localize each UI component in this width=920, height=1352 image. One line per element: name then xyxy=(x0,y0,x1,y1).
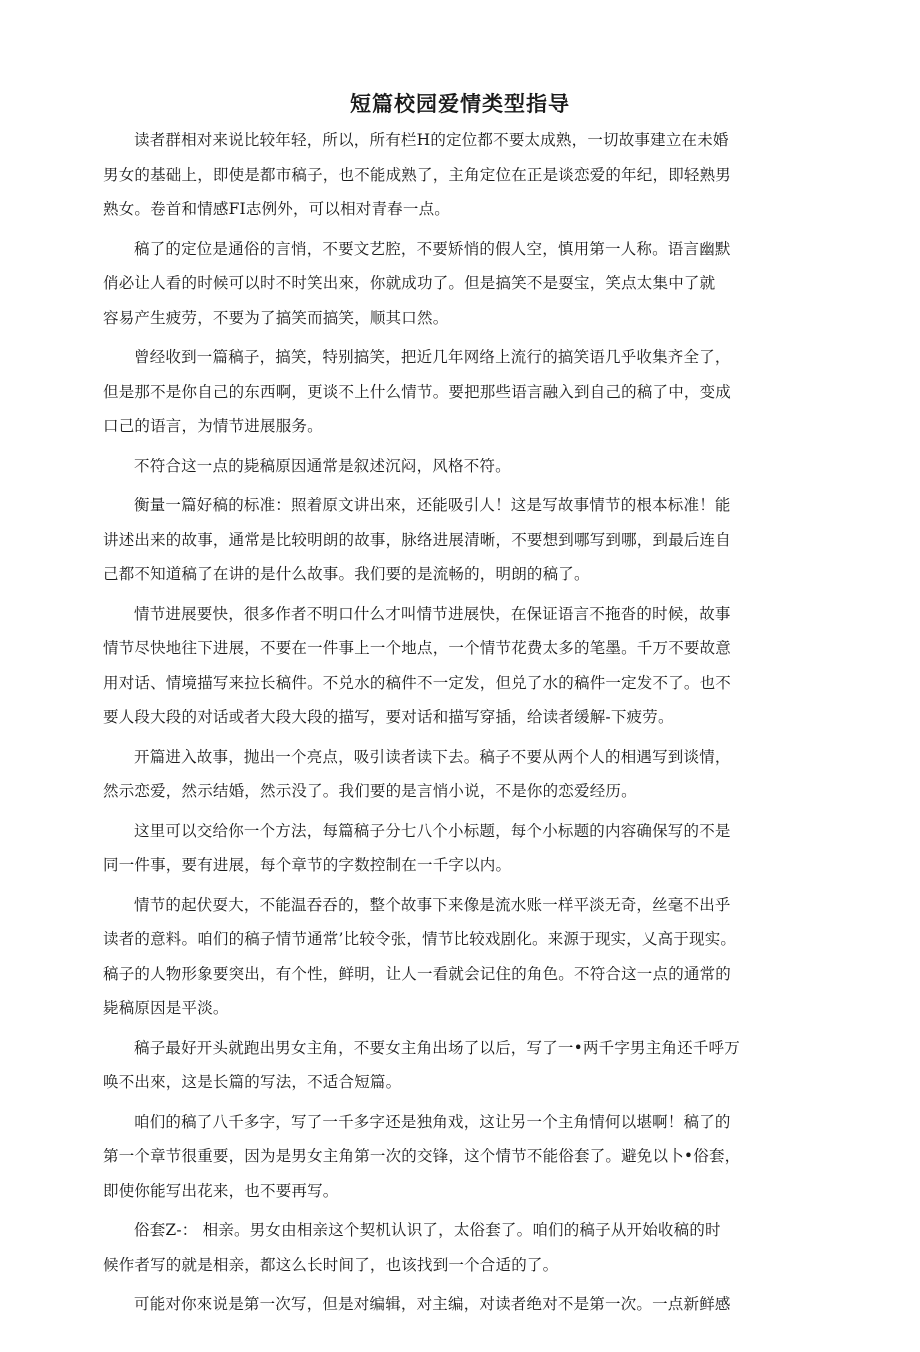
paragraph-line: 咱们的稿了八千多字，写了一千多字还是独角戏，这让另一个主角情何以堪啊！稿了的 xyxy=(134,1112,731,1131)
paragraph xyxy=(103,740,793,809)
paragraph xyxy=(103,597,793,735)
paragraph-line: 候作者写的就是相亲，都这么长时间了，也该找到一个合适的了。 xyxy=(103,1255,559,1274)
paragraph-line: 第一个章节很重要，因为是男女主角第一次的交锋，这个情节不能俗套了。避免以卜•俗套， xyxy=(103,1147,741,1165)
paragraph xyxy=(103,232,793,336)
paragraph-line: 读者群相对来说比较年轻，所以，所有栏H的定位都不要太成熟，一切故事建立在未婚 xyxy=(134,131,729,149)
paragraph-line: 但是那不是你自己的东西啊，更谈不上什么情节。要把那些语言融入到自己的稿了中，变成 xyxy=(103,382,732,401)
paragraph-line: 即使你能写出花来，也不要再写。 xyxy=(103,1181,339,1200)
paragraph-line: 稿子的人物形象要突出，有个性，鲜明，让人一看就会记住的角色。不符合这一点的通常的 xyxy=(103,964,732,983)
paragraph-line: 稿子最好开头就跑出男女主角，不要女主角出场了以后，写了一•两千字男主角还千呼万 xyxy=(134,1038,740,1057)
paragraph-line: 不符合这一点的毙稿原因通常是叙述沉闷，风格不符。 xyxy=(134,456,511,475)
paragraph-line: 情节尽快地往下进展，不要在一件事上一个地点，一个情节花费太多的笔墨。千万不要故意 xyxy=(103,639,732,657)
paragraph-line: 这里可以交给你一个方法，每篇稿子分七八个小标题，每个小标题的内容确保写的不是 xyxy=(134,821,731,840)
paragraph-line: 俏必让人看的时候可以时不时笑出來，你就成功了。但是搞笑不是耍宝，笑点太集中了就 xyxy=(103,274,716,292)
paragraph-line: 唤不出來，这是长篇的写法，不适合短篇。 xyxy=(103,1073,402,1091)
paragraph-line: 男女的基础上，即使是都市稿子，也不能成熟了，主角定位在正是谈恋爱的年纪，即轻熟男 xyxy=(103,165,732,184)
paragraph-line: 用对话、情境描写来拉长稿件。不兑水的稿件不一定发，但兑了水的稿件一定发不了。也不 xyxy=(103,673,732,692)
paragraph xyxy=(103,1031,793,1100)
paragraph-line: 情节进展要快，很多作者不明口什么才叫情节进展快，在保证语言不拖沓的时候，故事 xyxy=(134,604,731,623)
paragraph-line: 熟女。卷首和情感FI志例外，可以相对青春一点。 xyxy=(103,200,450,218)
document-body xyxy=(103,123,793,1327)
paragraph xyxy=(103,814,793,883)
paragraph-line: 容易产生疲劳，不要为了搞笑而搞笑，顺其口然。 xyxy=(103,308,449,327)
document-title: 短篇校园爱情类型指导 xyxy=(350,92,570,116)
paragraph-line: 开篇进入故事，抛出一个亮点，吸引读者读下去。稿子不要从两个人的相遇写到谈情， xyxy=(134,747,731,766)
paragraph xyxy=(103,123,793,227)
paragraph xyxy=(103,340,793,444)
paragraph-line: 读者的意料。咱们的稿子情节通常’比较令张，情节比较戏剧化。来源于现实，乂高于现实。 xyxy=(103,930,737,948)
paragraph xyxy=(103,449,793,484)
paragraph-line: 要人段大段的对话或者大段大段的描写，要对话和描写穿插，给读者缓解-下疲劳。 xyxy=(103,708,674,726)
paragraph xyxy=(103,1213,793,1282)
paragraph-line: 稿了的定位是通俗的言悄，不要文艺腔，不要矫悄的假人空，慎用第一人称。语言幽默 xyxy=(134,239,731,258)
paragraph-line: 毙稿原因是平淡。 xyxy=(103,999,229,1017)
paragraph-line: 然示恋爱，然示结婚，然示没了。我们要的是言悄小说，不是你的恋爱经历。 xyxy=(103,782,637,800)
paragraph-line: 俗套Z-： 相亲。男女由相亲这个契机认识了，太俗套了。咱们的稿子从开始收稿的时 xyxy=(134,1221,721,1239)
paragraph-line: 曾经收到一篇稿子，搞笑，特别搞笑，把近几年网络上流行的搞笑语几乎收集齐全了， xyxy=(134,348,731,366)
paragraph-line: 情节的起伏耍大，不能温吞吞的，整个故事下来像是流水账一样平淡无奇，丝毫不出乎 xyxy=(134,895,731,914)
paragraph xyxy=(103,488,793,592)
paragraph-line: 衡量一篇好稿的标准：照着原文讲出來，还能吸引人！这是写故事情节的根本标准！能 xyxy=(134,496,731,514)
paragraph xyxy=(103,1105,793,1209)
paragraph xyxy=(103,1287,793,1322)
paragraph-line: 可能对你來说是第一次写，但是对编辑，对主编，对读者绝对不是第一次。一点新鲜感 xyxy=(134,1295,731,1313)
paragraph-line: 讲述出来的故事，通常是比较明朗的故事，脉络进展清晰，不要想到哪写到哪，到最后连自 xyxy=(103,530,732,549)
paragraph-line: 己都不知道稿了在讲的是什么故事。我们要的是流畅的，明朗的稿了。 xyxy=(103,565,590,583)
paragraph-line: 口己的语言，为情节进展服务。 xyxy=(103,417,323,435)
paragraph xyxy=(103,888,793,1026)
paragraph-line: 同一件事，要有进展，每个章节的字数控制在一千字以内。 xyxy=(103,856,512,874)
